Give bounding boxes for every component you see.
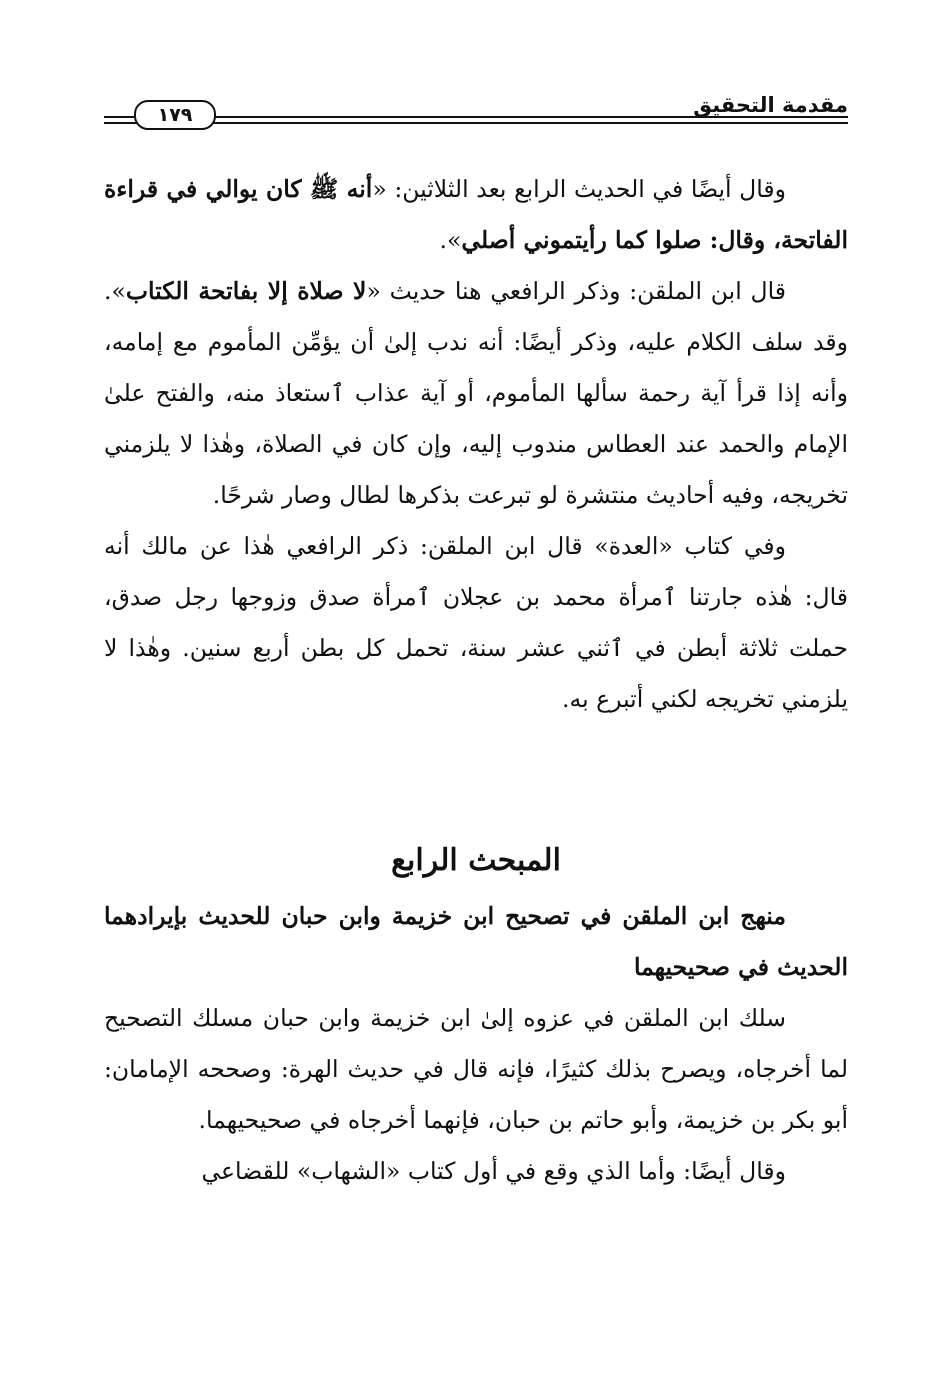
- running-header: [104, 92, 848, 132]
- header-rule: [104, 122, 848, 124]
- paragraph: وقال أيضًا: وأما الذي وقع في أول كتاب «الشهاب» للقضاعي: [201, 1157, 786, 1185]
- section-spacer: [104, 725, 848, 831]
- header-rule: [104, 116, 134, 118]
- section-title: المبحث الرابع: [391, 843, 561, 878]
- paragraph: [104, 266, 848, 521]
- page-body: [104, 164, 848, 1197]
- paragraph: وفي كتاب «العدة» قال ابن الملقن: ذكر الرافعي هٰذا عن مالك أنه قال: هٰذه جارتنا ٱمرأة محمد بن عجلان ٱمرأة صدق وزوجها رجل صدق، حملت ثلاثة أبطن في ٱثني عشر سنة، تحمل كل بطن أربع سنين. وهٰذا لا يلزمني تخريجه لكني أتبرع به.: [104, 532, 848, 713]
- text-run: قال ابن الملقن: وذكر الرافعي هنا حديث «: [366, 277, 786, 305]
- hadith-quote: أنه ﷺ كان يوالي في قراءة الفاتحة، وقال: صلوا كما رأيتموني أصلي: [104, 175, 848, 254]
- paragraph: [104, 164, 848, 266]
- text-run: ». وقد سلف الكلام عليه، وذكر أيضًا: أنه ندب إلىٰ أن يؤمِّن المأموم مع إمامه، وأنه إذا قرأ آية رحمة سألها المأموم، أو آية عذاب ٱستعاذ منه، والفتح علىٰ الإمام والحمد عند العطاس مندوب إليه، وإن كان في الصلاة، وهٰذا لا يلزمني تخريجه، وفيه أحاديث منتشرة لو تبرعت بذكرها لطال وصار شرحًا.: [104, 277, 848, 509]
- page-number: ١٧٩: [134, 100, 216, 130]
- hadith-quote: لا صلاة إلا بفاتحة الكتاب: [125, 277, 367, 305]
- paragraph: سلك ابن الملقن في عزوه إلىٰ ابن خزيمة وابن حبان مسلك التصحيح لما أخرجاه، ويصرح بذلك كثيرًا، فإنه قال في حديث الهرة: وصححه الإمامان: أبو بكر بن خزيمة، وأبو حاتم بن حبان، فإنهما أخرجاه في صحيحيهما.: [104, 1004, 848, 1134]
- section-subtitle: منهج ابن الملقن في تصحيح ابن خزيمة وابن حبان للحديث بإيرادهما الحديث في صحيحيهما: [104, 902, 848, 981]
- text-run: ».: [439, 226, 462, 254]
- header-title: مقدمة التحقيق: [693, 93, 848, 117]
- header-rule: [212, 116, 848, 118]
- text-run: وقال أيضًا في الحديث الرابع بعد الثلاثين: «: [372, 175, 786, 203]
